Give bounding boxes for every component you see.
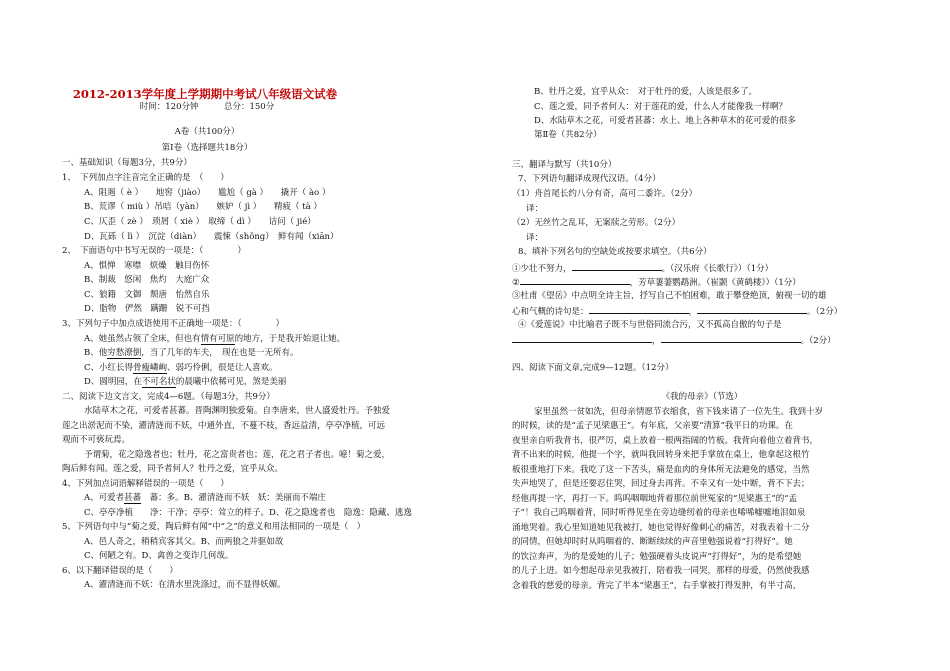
article-line-12: 的儿子上进。如今想起母亲见我被打，陪着我一同哭，那样的母爱，仍然使我感 <box>512 566 810 576</box>
article-line-9: 涌地哭着。我心里知道她见我被打，她也觉得好像刺心的痛苦，对我表着十二分 <box>512 523 810 533</box>
passage-line-2: 莲之出淤泥而不染，濯清涟而不妖，中通外直，不蔓不枝，香远益清，亭亭净植，可远 <box>62 421 386 431</box>
fill-item-3-cont: 心和气概的诗句是： ， 。（2分） <box>512 304 842 318</box>
fill-item-4: ④《爱莲说》中比喻君子既不与世俗同流合污，又不孤高自傲的句子是 <box>518 320 782 330</box>
q5-options-cd: C、何陋之有。D、禽兽之变诈几何哉。 <box>84 551 234 561</box>
q4-options-cd: C、亭亭净植 净：干净；亭亭：耸立的样子。D、花之隐逸者也 隐逸：隐藏、逃逸 <box>84 508 412 518</box>
fill-item-3: ③杜甫《望岳》中点明全诗主旨，抒写自己不怕困难，敢于攀登绝顶，俯视一切的雄 <box>512 291 827 301</box>
q1-option-b: B、荒谬（ miù ）吊唁（yàn） 嫉妒（ jì ） 精疲（ tà ） <box>84 202 322 212</box>
q2-option-b: B、制裁 悠闲 焦灼 大庭广众 <box>84 275 210 285</box>
fill-blank-4b[interactable] <box>661 333 801 343</box>
q2-option-d: D、脂物 俨然 蹒跚 锐不可挡 <box>84 304 210 314</box>
fill-blank-3a[interactable] <box>589 304 689 314</box>
article-line-8: 子”！我自己呜咽着背，同时听得见坐在旁边缝纫着的母亲也唏唏嘘嘘地泪如泉 <box>512 508 806 518</box>
fill-blank-2[interactable] <box>520 275 630 285</box>
q7-item-1: （1）舟首尾长约八分有奇，高可二黍许。（2分） <box>512 189 698 199</box>
q6-option-b: B、牡丹之爱，宜乎从众： 对于牡丹的爱，人该是很多了。 <box>534 87 757 97</box>
part-1-heading: 第Ⅰ卷（选择题共18分） <box>161 143 253 153</box>
article-line-3: 夜里亲自听我背书，很严厉，桌上放着一根两指阔的竹板。我背向着他立着背书， <box>512 436 819 446</box>
passage-line-5: 陶后鲜有闻。莲之爱，同予者何人？牡丹之爱，宜乎从众。 <box>62 464 284 474</box>
q1-option-c: C、仄歪（ zè ） 琐屑（ xiè ） 取缔（ dì ） 诘问（ jié） <box>84 217 316 227</box>
part-2-heading: 第Ⅱ卷（共82分） <box>534 130 602 140</box>
question-7: 7、下列语句翻译成现代汉语。（4分） <box>518 174 661 184</box>
question-3: 3、下列句子中加点成语使用不正确地一项是：（ ） <box>62 319 285 329</box>
passage-line-3: 观而不可亵玩焉。 <box>62 435 131 445</box>
question-6: 6、以下翻译错误的是（ ） <box>62 566 178 576</box>
q7-2-translation-label: 译： <box>526 233 544 243</box>
q1-option-d: D、瓦砾（ lì ） 沉淀（diàn） 震悚（shǒng） 鲜有闻（xiān） <box>84 232 339 242</box>
q6-option-c: C、莲之爱，同予者何人：对于莲花的爱，什么人才能像我一样啊？ <box>534 102 788 112</box>
question-4: 4、下列加点词语解释错误的一项是（ ） <box>62 479 229 489</box>
q7-1-translation-label: 译： <box>526 204 544 214</box>
article-line-7: 经他再提一字，再打一下。呜呜咽咽地背着那位前世冤家的“见梁惠王”的“孟 <box>512 494 798 504</box>
q2-option-a: A、惧惮 寒噤 烦燥 触目伤怀 <box>84 261 210 271</box>
article-line-5: 板很重地打下来。我吃了这一下苦头，痛是血肉的身体所无法避免的感觉，当然 <box>512 465 810 475</box>
section-1-heading: 一、基础知识（每题3分，共9分） <box>62 158 192 168</box>
exam-title: 2012-2013学年度上学期期中考试八年级语文试卷 <box>72 87 338 101</box>
q2-option-c: C、狼籍 文御 颓唐 怡然自乐 <box>84 290 210 300</box>
exam-meta: 时间：120分钟 总分：150分 <box>139 102 275 112</box>
article-line-4: 背不出来的时候，他提一个字，就叫我回转身来把手掌放在桌上，他拿起这根竹 <box>512 450 810 460</box>
article-title: 《我的母亲》（节选） <box>661 392 743 402</box>
article-line-11: 的饮泣奔声，为的是爱她的儿子；勉强硬着头皮说声“打得好”，为的是希望她 <box>512 552 802 562</box>
article-line-2: 的时候，读的是“孟子见梁惠王”。有年底，父亲要“清算”我平日的功课。在 <box>512 421 793 431</box>
fill-blank-4a[interactable] <box>512 333 652 343</box>
fill-item-1: ①少壮不努力， 。（汉乐府《长歌行》）（1分） <box>512 261 773 275</box>
section-4-heading: 四、阅读下面文章,完成9—12题。（12分） <box>512 363 674 373</box>
article-line-6: 失声地哭了，但是还要忍住哭，回过身去再背。不幸又有一处中断，背不下去； <box>512 479 810 489</box>
question-5: 5、下列语句中与“菊之爱，陶后鲜有闻”中“之”的意义和用法相同的一项是（ ） <box>62 522 366 532</box>
passage-line-1: 水陆草木之花，可爱者甚蕃。晋陶渊明独爱菊。自李唐来，世人盛爱牡丹。予独爱 <box>84 406 391 416</box>
article-line-1: 家里虽然一贫如洗，但母亲情愿节衣缩食，省下钱来请了一位先生。我到十岁 <box>534 407 824 417</box>
question-8: 8、填补下列名句的空缺处或按要求填空。（共6分） <box>518 247 712 257</box>
section-3-heading: 三、翻译与默写（共10分） <box>512 160 617 170</box>
question-1: 1、 下列加点字注音完全正确的是 （ ） <box>62 173 229 183</box>
fill-item-4-cont: ， 。（2分） <box>512 333 836 347</box>
q4-options-ab: A、可爱者甚蕃 蕃：多。B、濯清涟而不妖 妖：美丽而不端庄 <box>84 493 326 503</box>
fill-blank-3b[interactable] <box>697 304 807 314</box>
q5-options-ab: A、邑人奇之，稍稍宾客其父。B、而两狼之并驱如故 <box>84 537 284 547</box>
q3-option-c: C、小红长得骨瘦嶙峋、弱巧伶俐，很是让人喜欢。 <box>84 363 278 373</box>
fill-item-2: ② ，芳草萋萋鹦鹉洲。（崔颢《黄鹤楼》）（1分） <box>512 275 801 289</box>
article-line-10: 的同情，但她却时时从呜咽着的、断断续续的声音里勉强说着“打得好”。她 <box>512 537 793 547</box>
q1-option-a: A、阻遏（ è ） 地窖（jiào） 尴尬（ gà ） 撬开（ ào ） <box>84 188 331 198</box>
q6-option-a: A、濯清涟而不妖：在清水里洗涤过，而不显得妖媚。 <box>84 580 286 590</box>
volume-a-heading: A卷（共100分） <box>174 127 240 137</box>
q3-option-b: B、他穷愁潦倒，当了几年的车夫， 现在也是一无所有。 <box>84 348 299 358</box>
question-2: 2、 下面语句中书写无误的一项是：（ ） <box>62 246 246 256</box>
q3-option-a: A、她虽然占领了全床，但也有情有可原的地方，于是我开始退让她。 <box>84 334 346 344</box>
fill-blank-1[interactable] <box>572 261 662 271</box>
article-line-13: 念着我的慈爱的母亲。背完了半本“梁惠王”，右手掌被打得发肿，有半寸高， <box>512 581 802 591</box>
section-2-heading: 二、阅读下边文言文，完成4—6题。（每题3分，共9分） <box>62 392 275 402</box>
q6-option-d: D、水陆草木之花，可爱者甚蕃：水上、地上各种草木的花可爱的很多 <box>534 116 796 126</box>
q7-item-2: （2）无丝竹之乱耳，无案牍之劳形。（2分） <box>512 218 681 228</box>
q3-option-d: D、圆明园，在不可名状的晨曦中依稀可见，煞是美丽 <box>84 377 287 387</box>
passage-line-4: 予谓菊，花之隐逸者也；牡丹，花之富贵者也；莲，花之君子者也。噫！菊之爱， <box>84 450 391 460</box>
